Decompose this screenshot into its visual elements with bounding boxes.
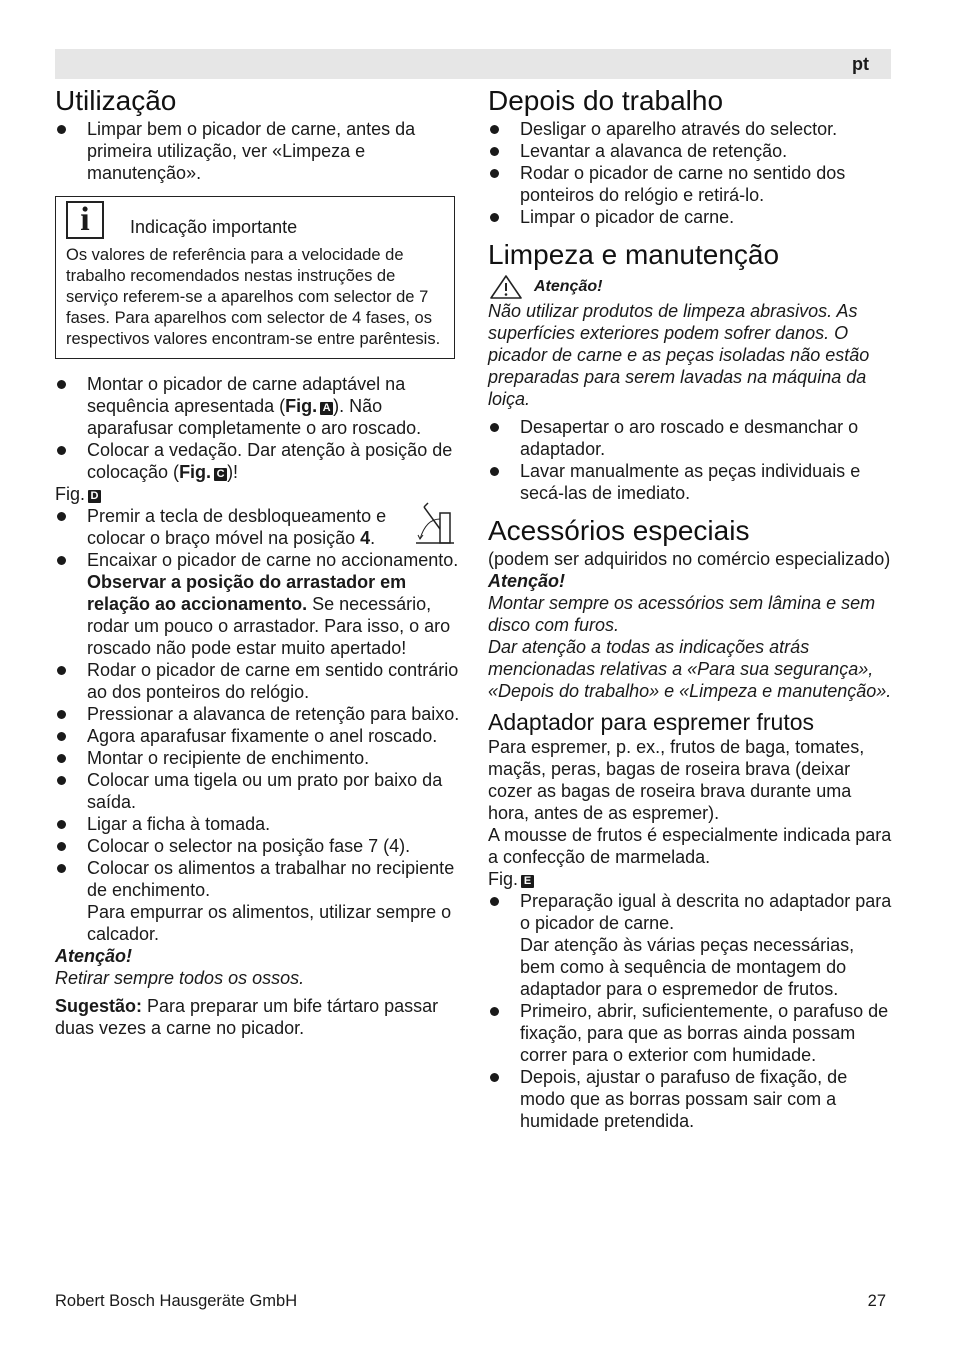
step-text: Montar o picador de carne adaptável na sequência apresentada ( xyxy=(87,374,406,416)
fig-ref: Fig. xyxy=(179,462,212,482)
list-item: Rodar o picador de carne em sentido contrário ao dos ponteiros do relógio. xyxy=(55,659,460,703)
fig-d-badge: D xyxy=(88,490,101,503)
usage-heading: Utilização xyxy=(55,85,177,116)
usage-steps-list xyxy=(55,373,460,483)
list-item: Pressionar a alavanca de retenção para baixo. xyxy=(55,703,460,725)
cleaning-attention-row xyxy=(488,274,893,300)
accessories-heading: Acessórios especiais xyxy=(488,515,750,546)
list-item: Levantar a alavanca de retenção. xyxy=(488,140,893,162)
warning-triangle-icon xyxy=(488,274,524,300)
fig-e-label: Fig. E xyxy=(488,868,893,890)
language-code: pt xyxy=(852,54,869,74)
attention-label: Atenção! xyxy=(55,946,133,966)
step-text: )! xyxy=(227,462,239,482)
fig-c-badge: C xyxy=(214,468,227,481)
list-item: Limpar bem o picador de carne, antes da primeira utilização, ver «Limpeza e manutenção». xyxy=(55,118,460,184)
important-note-box xyxy=(55,196,455,359)
accessories-text-1: Montar sempre os acessórios sem lâmina e sem disco com furos. xyxy=(488,593,876,635)
cleaning-warning-text: Não utilizar produtos de limpeza abrasivos. As superfícies exteriores podem sofrer danos. O picador de carne e as peças isoladas não estão preparadas para serem lavadas na máquina da loiça. xyxy=(488,301,870,409)
list-item: Encaixar o picador de carne no accionamento. Observar a posição do arrastador em relação ao accionamento. Se necessário, rodar um pouco o arrastador. Para isso, o aro roscado não pode estar muito apertado! xyxy=(55,549,460,659)
language-bar xyxy=(55,49,891,79)
list-item: Desapertar o aro roscado e desmanchar o adaptador. xyxy=(488,416,893,460)
position-number: 4 xyxy=(360,528,371,548)
fig-a-badge: A xyxy=(320,402,333,415)
cleaning-list xyxy=(488,416,893,504)
list-item: Lavar manualmente as peças individuais e secá-las de imediato. xyxy=(488,460,893,504)
juicer-text-1: Para espremer, p. ex., frutos de baga, tomates, maçãs, peras, bagas de roseira brava (deixar cozer as bagas de roseira brava durante uma hora, antes de as espremer). xyxy=(488,737,865,823)
list-item: Desligar o aparelho através do selector. xyxy=(488,118,893,140)
fig-e-badge: E xyxy=(521,875,534,888)
fig-d-label: Fig. D xyxy=(55,483,460,505)
list-item: Limpar o picador de carne. xyxy=(488,206,893,228)
list-item: Montar o recipiente de enchimento. xyxy=(55,747,460,769)
page-number: 27 xyxy=(867,1292,886,1310)
cleaning-attention-label: Atenção! xyxy=(534,278,603,295)
cleaning-heading: Limpeza e manutenção xyxy=(488,239,780,270)
right-column xyxy=(488,84,893,1132)
left-column xyxy=(55,84,460,1039)
list-item: Ligar a ficha à tomada. xyxy=(55,813,460,835)
list-item: Premir a tecla de desbloqueamento e colocar o braço móvel na posição 4. xyxy=(55,505,460,549)
step-text: ). Não aparafusar completamente o aro roscado. xyxy=(87,396,422,438)
attention-text: Retirar sempre todos os ossos. xyxy=(55,968,305,988)
list-item: Colocar o selector na posição fase 7 (4). xyxy=(55,835,460,857)
important-note-text: Os valores de referência para a velocidade de trabalho recomendados nestas instruções de serviço referem-se a aparelhos com selector de 7 fases. Para aparelhos com selector de 4 fases, os respectivos valores encontram-se entre parêntesis. xyxy=(66,246,441,348)
list-item: Preparação igual à descrita no adaptador para o picador de carne. Dar atenção às várias peças necessárias, bem como à sequência de montagem do adaptador para o espremedor de frutos. xyxy=(488,890,893,1000)
after-work-heading: Depois do trabalho xyxy=(488,85,724,116)
list-item: Depois, ajustar o parafuso de fixação, de modo que as borras possam sair com a humidade pretendida. xyxy=(488,1066,893,1132)
list-item: Colocar uma tigela ou um prato por baixo da saída. xyxy=(55,769,460,813)
tip-paragraph: Sugestão: Para preparar um bife tártaro passar duas vezes a carne no picador. xyxy=(55,996,439,1038)
footer-company: Robert Bosch Hausgeräte GmbH xyxy=(55,1292,298,1310)
list-item: Primeiro, abrir, suficientemente, o parafuso de fixação, para que as borras ainda possam correr para o exterior com humidade. xyxy=(488,1000,893,1066)
list-item: Rodar o picador de carne no sentido dos ponteiros do relógio e retirá-lo. xyxy=(488,162,893,206)
accessories-note: (podem ser adquiridos no comércio especializado) xyxy=(488,549,891,569)
usage-steps-list-2 xyxy=(55,505,460,945)
juicer-heading: Adaptador para espremer frutos xyxy=(488,709,815,735)
list-item xyxy=(55,439,460,483)
juicer-list xyxy=(488,890,893,1132)
usage-intro-list xyxy=(55,118,460,184)
juicer-text-2: A mousse de frutos é especialmente indicada para a confecção de marmelada. xyxy=(488,825,892,867)
list-item: Colocar os alimentos a trabalhar no recipiente de enchimento. Para empurrar os alimentos, utilizar sempre o calcador. xyxy=(55,857,460,945)
list-item: Agora aparafusar fixamente o anel roscado. xyxy=(55,725,460,747)
accessories-text-2: Dar atenção a todas as indicações atrás mencionadas relativas a «Para sua segurança», «Depois do trabalho» e «Limpeza e manutenção». xyxy=(488,637,892,701)
info-icon: i xyxy=(66,201,104,239)
fig-ref: Fig. xyxy=(285,396,318,416)
swivel-arm-icon xyxy=(410,499,460,547)
important-note-title: Indicação importante xyxy=(130,217,298,237)
list-item xyxy=(55,373,460,439)
accessories-attention-label: Atenção! xyxy=(488,571,566,591)
step-text: Colocar a vedação. Dar atenção à posição de colocação ( xyxy=(87,440,453,482)
step-text: Premir a tecla de desbloqueamento e colocar o braço móvel na posição xyxy=(87,506,387,548)
after-work-list xyxy=(488,118,893,228)
